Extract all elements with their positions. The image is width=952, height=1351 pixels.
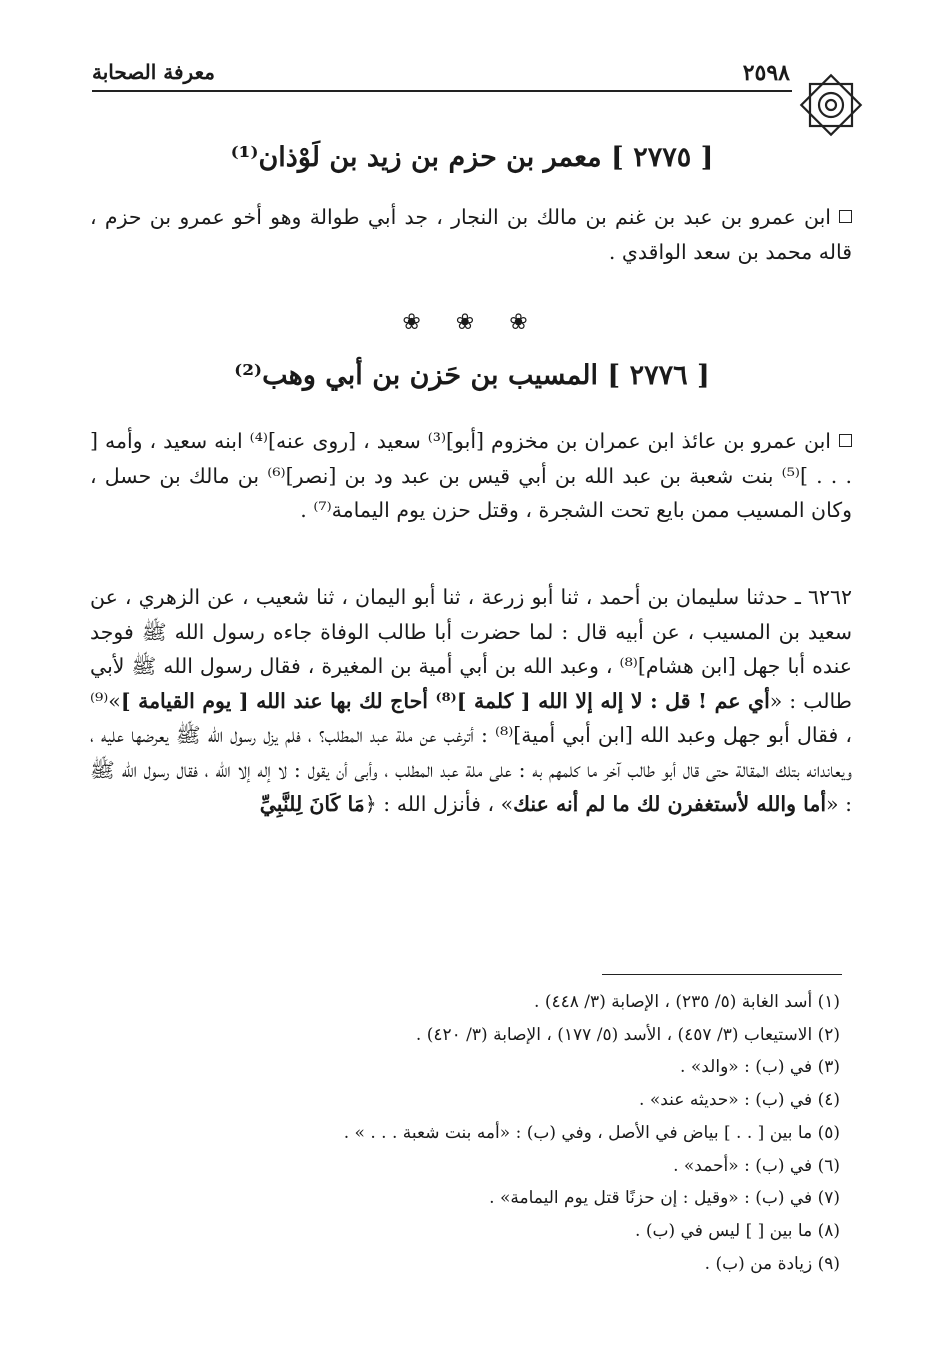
- footnote-6: (٦) في (ب) : «أحمد» .: [673, 1155, 840, 1176]
- hadith-6262: [90, 580, 852, 822]
- paragraph-marker-icon: [839, 210, 852, 223]
- header-rule: [92, 90, 792, 92]
- entry-text: ابن عمرو بن عبد بن غنم بن مالك بن النجار ، جد أبي طوالة وهو أخو عمرو بن حزم ، قاله محمد بن سعد الواقدي .: [90, 205, 852, 264]
- footnote-1: (١) أسد الغابة (٥/ ٢٣٥) ، الإصابة (٣/ ٤٤٨) .: [534, 992, 840, 1012]
- footnote-4: (٤) في (ب) : «حديثه عند» .: [639, 1090, 840, 1111]
- footnote-rule: [602, 974, 842, 975]
- footnote-9: (٩) زيادة من (ب) .: [704, 1253, 840, 1274]
- hadith-quote: أي عم ! قل : لا إله إلا الله [ كلمة ]⁽⁸⁾ أحاج لك بها عند الله [ يوم القيامة ]: [120, 688, 770, 713]
- section-separator: ❀ ❀ ❀: [402, 310, 542, 335]
- footnote-3: (٣) في (ب) : «والد» .: [680, 1057, 840, 1078]
- footnote-8: (٨) ما بين [ ] ليس في (ب) .: [635, 1220, 840, 1241]
- running-header: [92, 58, 852, 98]
- entry-body-2776: [90, 424, 852, 528]
- quran-verse: مَا كَانَ لِلنَّبِيِّ: [259, 792, 365, 816]
- paragraph-marker-icon: [839, 434, 852, 447]
- entry-title-2775: [ ٢٧٧٥ ] معمر بن حزم بن زيد بن لَوْذان⁽¹⁾: [230, 142, 714, 173]
- footnote-5: (٥) ما بين [ . . ] بياض في الأصل ، وفي (ب) : «أمه بنت شعبة . . . » .: [343, 1122, 840, 1143]
- star-ornament-icon: [796, 70, 866, 140]
- footnote-7: (٧) في (ب) : «وقيل : إن حزنًا قتل يوم اليمامة» .: [489, 1188, 840, 1209]
- hadith-text: »⁽⁹⁾ ، فقال أبو جهل وعبد الله [ابن أبي أمية]⁽⁸⁾ : أترغب عن ملة عبد المطلب؟ ، فلم يزل رسول الله ﷺ يعرضها عليه ، ويعاندانه بتلك المقالة حتى قال أبو طالب آخر ما كلمهم به : على ملة عبد المطلب ، وأبى أن يقول : لا إله إلا الله ، فقال رسول الله ﷺ : «: [90, 688, 853, 816]
- page-number: ٢٥٩٨: [742, 60, 790, 86]
- book-title: معرفة الصحابة: [92, 60, 215, 84]
- footnotes: [92, 986, 840, 1280]
- entry-title-2776: [ ٢٧٧٦ ] المسيب بن حَزن بن أبي وهب⁽²⁾: [234, 360, 710, 391]
- hadith-text: ٦٢٦٢ ـ حدثنا سليمان بن أحمد ، ثنا أبو زرعة ، ثنا أبو اليمان ، ثنا شعيب ، عن الزهري ، عن سعيد بن المسيب ، عن أبيه قال : لما حضرت أبا طالب الوفاة جاءه رسول الله ﷺ فوجد عنده أبا جهل [ابن هشام]⁽⁸⁾ ، وعبد الله بن أبي أمية بن المغيرة ، فقال رسول الله ﷺ لأبي طالب : «: [90, 585, 853, 713]
- entry-text: ابن عمرو بن عائذ ابن عمران بن مخزوم [أبو]⁽³⁾ سعيد ، [روى عنه]⁽⁴⁾ ابنه سعيد ، وأمه [ . . . ]⁽⁵⁾ بنت شعبة بن عبد الله بن أبي قيس بن عبد ود بن [نصر]⁽⁶⁾ بن مالك بن حسل ، وكان المسيب ممن بايع تحت الشجرة ، وقتل حزن يوم اليمامة⁽⁷⁾ .: [90, 429, 852, 522]
- entry-body-2775: [90, 200, 852, 269]
- hadith-quote: أما والله لأستغفرن لك ما لم أنه عنك: [513, 792, 827, 816]
- hadith-text: » ، فأنزل الله : ﴿: [364, 792, 514, 816]
- footnote-2: (٢) الاستيعاب (٣/ ٤٥٧) ، الأسد (٥/ ١٧٧) ، الإصابة (٣/ ٤٢٠) .: [415, 1024, 840, 1045]
